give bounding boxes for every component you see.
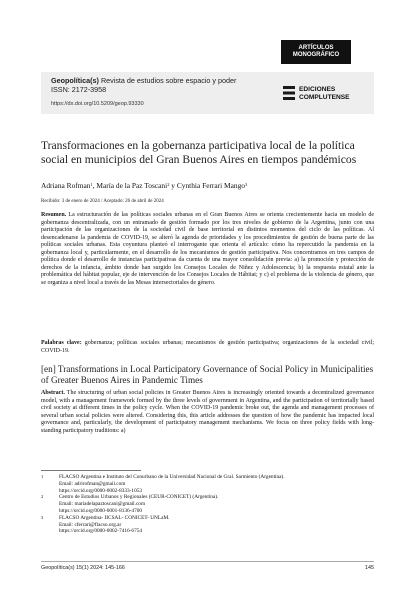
article-title: Transformaciones en la gobernanza participativa local de la política social en municipios del Gran Buenos Aires en tiempos pandémicos: [41, 139, 357, 166]
abstract-en-text: The structuring of urban social policies in Greater Buenos Aires is increasingly oriented towards a decentralized governance model, with a management framework formed by the three levels of government in Argentina, and the participation of territorially based civil society at different times in the policy cycle. When the COVID-19 pandemic broke out, the agenda and management processes of several urban social policies were altered. Considering this, this article addresses the question of how the pandemic has impacted local governance and, particularly, the development of participatory management mechanisms. We focus on three policy fields with long-standing participatory traditions: a): [41, 390, 374, 434]
footnote-affiliation: FLACSO Argentina- IICSAL- CONICET- UNLaM.: [59, 514, 170, 521]
footnote-email[interactable]: Email: mariadelapaztoscani@gmail.com: [59, 501, 146, 508]
publisher-logo: [283, 84, 373, 104]
received-dates: Recibido: 3 de enero de 2024 / Aceptado: 26 de abril de 2024: [41, 199, 164, 204]
author-3-ref[interactable]: 3: [244, 182, 248, 187]
footnote-divider: [41, 470, 141, 471]
footnote-email[interactable]: Email: cferrari@flacso.org.ar: [59, 521, 122, 528]
abstract-es: [41, 212, 374, 287]
publisher-line1: EDICIONES: [299, 86, 336, 93]
footer-citation: Geopolítica(s) 15(1) 2024: 145-166: [41, 565, 125, 571]
author-separator: y: [169, 181, 177, 190]
article-type-label: [281, 40, 351, 64]
doi-link[interactable]: https://dx.doi.org/10.5209/geop.93330: [51, 101, 144, 107]
footnote-orcid[interactable]: https://orcid.org/0000-0002-8333-1053: [59, 487, 143, 494]
footnote-affiliation: FLACSO Argentina e Instituto del Conurbano de la Universidad Nacional de Gral. Sarmiento (Argentina).: [59, 474, 285, 480]
article-type-line2: MONOGRÁFICO: [292, 52, 340, 58]
author-separator: ,: [92, 181, 97, 190]
publisher-name: [299, 86, 350, 101]
publisher-line2: COMPLUTENSE: [299, 93, 350, 101]
abstract-en: [41, 390, 374, 435]
abstract-en-label: Abstract.: [41, 390, 65, 396]
author-2-ref[interactable]: 2: [167, 182, 170, 187]
journal-header: [41, 72, 374, 114]
footnote-2: [41, 494, 374, 514]
author-2: María de la Paz Toscani: [96, 181, 168, 190]
keywords-es: [41, 340, 374, 355]
footnote-email[interactable]: Email: adrirofman@gmail.com: [59, 480, 126, 487]
footnote-number: 2: [41, 494, 44, 500]
journal-title-line: [51, 76, 236, 85]
keywords-es-text: gobernanza; políticas sociales urbanas; mecanismos de gestión participativa; organizaciones de la sociedad civil; COVID-19.: [41, 340, 374, 354]
footnote-number: 3: [41, 514, 44, 520]
authors-line: [41, 181, 374, 190]
footnote-1: [41, 474, 374, 494]
author-3: Cynthia Ferrari Mango: [176, 181, 245, 190]
footnote-3: [41, 515, 374, 535]
journal-issn: ISSN: 2172-3958: [51, 85, 107, 94]
journal-name: Geopolítica(s): [51, 76, 99, 85]
article-type-line1: ARTÍCULOS: [298, 45, 334, 51]
footnote-orcid[interactable]: https://orcid.org/0000-0001-8136-4700: [59, 507, 143, 514]
footnote-number: 1: [41, 474, 44, 479]
author-1-ref[interactable]: 1: [90, 182, 93, 187]
author-1: Adriana Rofman: [41, 181, 91, 190]
page-number: 145: [365, 565, 374, 571]
keywords-es-label: Palabras clave:: [41, 340, 82, 346]
abstract-es-label: Resumen.: [41, 212, 67, 218]
publisher-mark-icon: [283, 86, 295, 100]
article-title-en: [en] Transformations in Local Participatory Governance of Social Policy in Municipalities of Greater Buenos Aires in Pandemic Times: [41, 364, 374, 386]
footer-divider: [41, 561, 374, 562]
abstract-es-text: La estructuración de las políticas sociales urbanas en el Gran Buenos Aires se orienta crecientemente hacia un modelo de gobernanza descentralizada, con un entramado de gestión formado por los tres niveles de gobierno de la Argentina, junto con una participación de las organizaciones de la sociedad civil de base territorial en distintos momentos del ciclo de las políticas. Al desencadenarse la pandemia de COVID-19, se alteró la agenda de prioridades y los procedimientos de gestión de buena parte de las políticas sociales urbanas. Esta coyuntura planteó el interrogante que orienta el artículo: cómo ha repercutido la pandemia en la gobernanza local y, particularmente, en el desarrollo de los mecanismos de gestión participativa. Nos concentramos en tres campos de política donde el desarrollo de instancias participativas da cuenta de una mayor consolidación previa: a) la promoción y protección de derechos de la infancia, ámbito donde han surgido los Consejos Locales de Niñez y Adolescencia; b) la respuesta estatal ante la problemática del hábitat popular, eje de intervención de los Consejos Locales de Hábitat; y c) el problema de la violencia de género, que se organiza a nivel local a través de las Mesas intersectoriales de género.: [41, 212, 374, 286]
journal-subtitle: Revista de estudios sobre espacio y poder: [100, 76, 237, 85]
footnote-orcid[interactable]: https://orcid.org/0000-0002-7416-6754: [59, 528, 143, 535]
footnotes: [41, 474, 374, 535]
footnote-affiliation: Centro de Estudios Urbanos y Regionales (CEUR-CONICET) (Argentina).: [59, 494, 219, 501]
